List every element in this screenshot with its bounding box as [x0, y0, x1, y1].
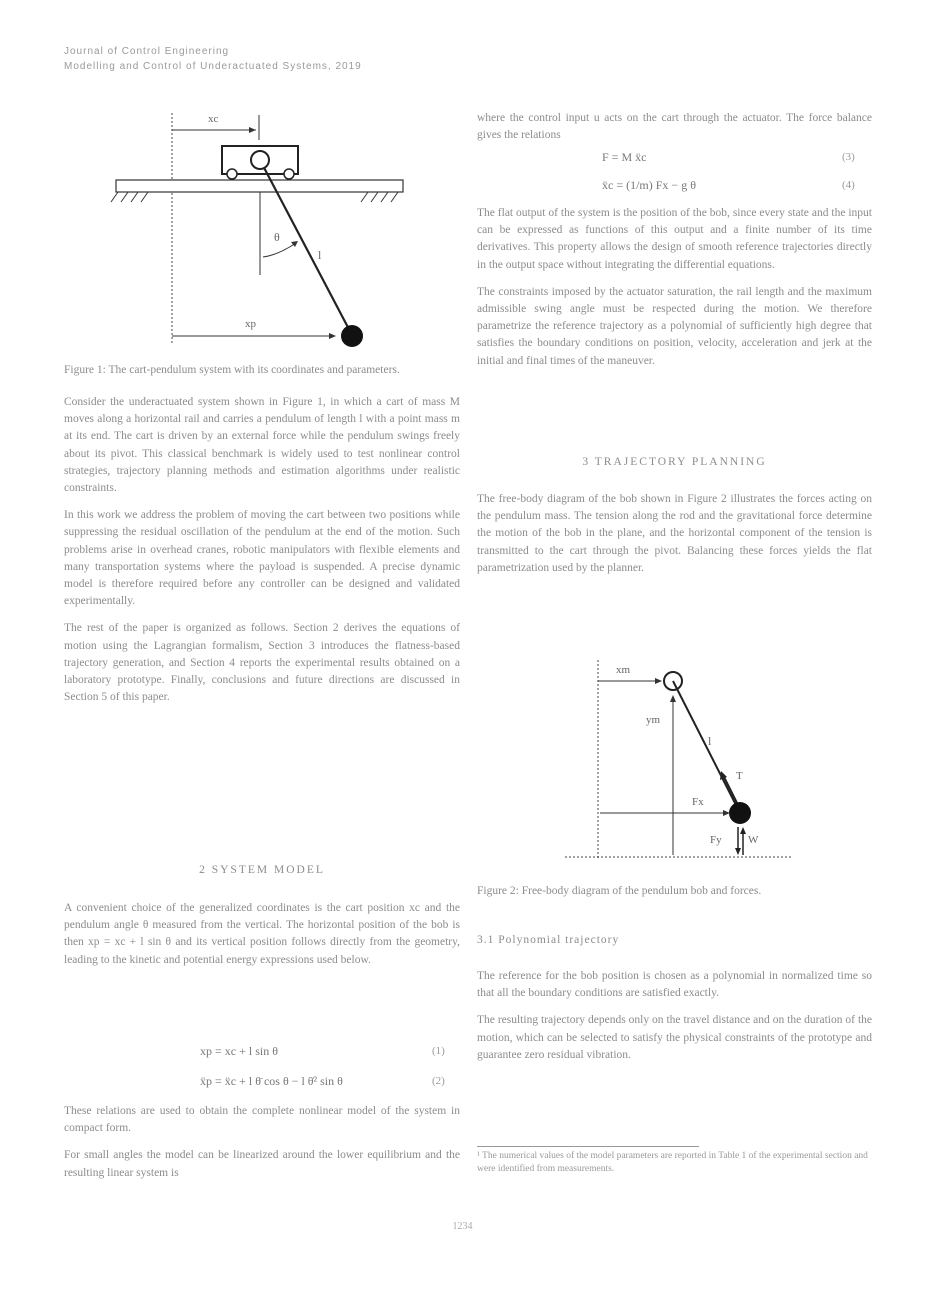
right-paragraph-1: where the control input u acts on the cart through the actuator. The force balance gives the relations [477, 112, 872, 142]
right-column-mid [477, 205, 872, 380]
left-column-lower [64, 900, 460, 979]
equation-4-number: (4) [842, 179, 855, 191]
equation-2: ẍp = ẍc + l θ̈ cos θ − l θ̇² sin θ [200, 1074, 343, 1088]
fbd-l-label: l [708, 734, 712, 748]
cart-wheel-right [284, 169, 294, 179]
fbd-bob [729, 802, 751, 824]
pendulum-bob [341, 325, 363, 347]
equation-3: F = M ẍc [602, 150, 647, 164]
right-paragraph-4: The free-body diagram of the bob shown in Figure 2 illustrates the forces acting on the pendulum mass. The tension along the rod and the gravitational force determine the motion of the bob in the plane, and the horizontal component of the tension is transmitted to the cart through the pivot. Balancing these forces yields the flat parametrization used by the planner. [477, 493, 872, 574]
theta-arc [263, 243, 296, 257]
tension-label: T [736, 770, 743, 782]
left-paragraph-2: In this work we address the problem of moving the cart between two positions while suppressing the residual oscillation of the pendulum at the end of the motion. Such problems arise in overhead cranes, robotic manipulators with flexible elements and many transportation systems where the payload is suspended. A precise dynamic model is therefore required before any controller can be designed and validated experimentally. [64, 509, 460, 608]
right-paragraph-3: The constraints imposed by the actuator saturation, the rail length and the maximum admissible swing angle must be respected during the motion. We therefore parametrize the reference trajectory as a polynomial of sufficiently high degree that satisfies the boundary conditions on position, velocity, acceleration and jerk at the initial and final times of the maneuver. [477, 285, 872, 367]
right-paragraph-2: The flat output of the system is the position of the bob, since every state and the input can be expressed as functions of this output and a finite number of its time derivatives. This property allows the design of smooth reference trajectories directly in the output space without integrating the differential equations. [477, 207, 872, 271]
theta-label: θ [274, 230, 280, 244]
left-column-bottom [64, 1103, 460, 1192]
header-line-1: Journal of Control Engineering [64, 46, 230, 57]
right-column-section3 [477, 491, 872, 587]
pivot [251, 151, 269, 169]
l-label: l [318, 248, 322, 262]
left-paragraph-3: The rest of the paper is organized as follows. Section 2 derives the equations of motion using the Lagrangian formalism, Section 3 introduces the flatness-based trajectory generation, and Section 4 reports the experimental results obtained on a laboratory prototype. Finally, conclusions and future directions are discussed in Section 5 of this paper. [64, 622, 460, 704]
right-section-heading: 3 TRAJECTORY PLANNING [582, 456, 767, 468]
ym-label: ym [646, 714, 661, 726]
right-paragraph-6: The resulting trajectory depends only on the travel distance and on the duration of the motion, which can be selected to satisfy the physical constraints of the prototype and guarantee zero residual vibration. [477, 1014, 872, 1061]
figure-1-caption: Figure 1: The cart-pendulum system with its coordinates and parameters. [64, 364, 400, 376]
equation-3-number: (3) [842, 151, 855, 163]
left-paragraph-4: A convenient choice of the generalized coordinates is the cart position xc and the pendulum angle θ measured from the vertical. The horizontal position of the bob is then xp = xc + l sin θ and its vertical position follows directly from the geometry, leading to the kinetic and potential energy expressions used below. [64, 902, 460, 966]
fy-label: Fy [710, 834, 722, 846]
header-line-2: Modelling and Control of Underactuated Systems, 2019 [64, 61, 362, 72]
left-paragraph-5: These relations are used to obtain the complete nonlinear model of the system in compact form. [64, 1105, 460, 1135]
fbd-rod [673, 681, 740, 813]
footnote-rule [477, 1146, 699, 1147]
equation-4: ẍc = (1/m) Fx − g θ [602, 178, 696, 192]
page-number: 1234 [452, 1221, 473, 1232]
tension-arrow [723, 775, 737, 803]
weight-label: W [748, 834, 759, 846]
cart-wheel-left [227, 169, 237, 179]
equation-1: xp = xc + l sin θ [200, 1044, 278, 1058]
running-header [64, 44, 362, 74]
right-paragraph-5: The reference for the bob position is chosen as a polynomial in normalized time so that all the boundary conditions are satisfied exactly. [477, 970, 872, 1000]
right-column-top [477, 110, 872, 154]
equation-1-number: (1) [432, 1045, 445, 1057]
xp-label: xp [245, 318, 256, 330]
ground-hatch [111, 192, 398, 202]
left-section-heading: 2 SYSTEM MODEL [199, 864, 325, 876]
right-subsection-heading: 3.1 Polynomial trajectory [477, 934, 620, 946]
xm-label: xm [616, 664, 631, 676]
fx-label: Fx [692, 796, 704, 808]
left-paragraph-6: For small angles the model can be linearized around the lower equilibrium and the resulting linear system is [64, 1149, 460, 1179]
rail [116, 180, 403, 192]
left-paragraph-1: Consider the underactuated system shown in Figure 1, in which a cart of mass M moves along a horizontal rail and carries a pendulum of length l with a point mass m at its end. The cart is driven by an external force while the pendulum swings freely about its pivot. This classical benchmark is widely used to test nonlinear control strategies, trajectory planning methods and estimation algorithms under realistic constraints. [64, 396, 460, 495]
xc-label: xc [208, 113, 219, 125]
footnote: ¹ The numerical values of the model parameters are reported in Table 1 of the experimental section and were identified from measurements. [477, 1151, 868, 1174]
figure-2-free-body-diagram [560, 655, 800, 865]
right-column-bottom [477, 968, 872, 1074]
left-column [64, 394, 460, 716]
figure-2-caption: Figure 2: Free-body diagram of the pendulum bob and forces. [477, 885, 762, 897]
equation-2-number: (2) [432, 1075, 445, 1087]
figure-1-cart-pendulum [108, 105, 413, 355]
